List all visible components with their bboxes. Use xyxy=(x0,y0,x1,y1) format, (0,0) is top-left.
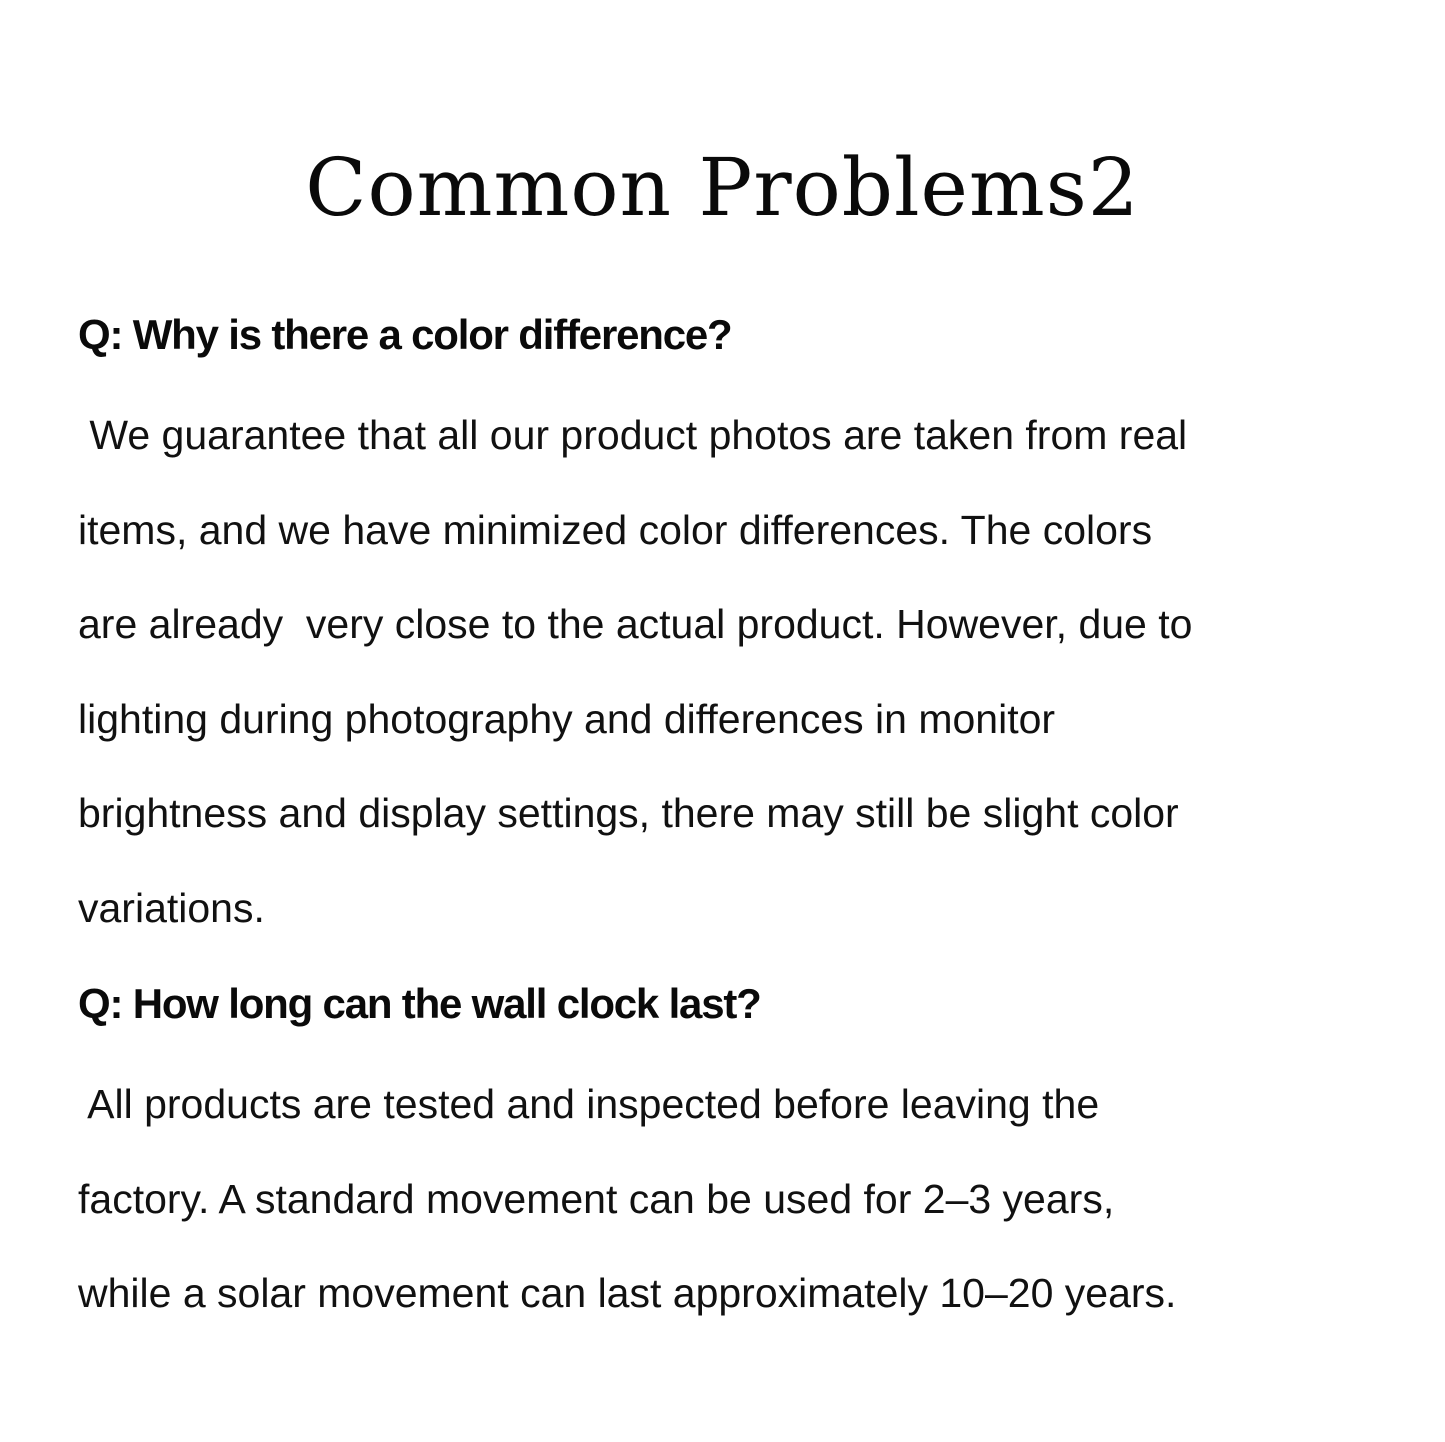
answer-line: are already very close to the actual product. However, due to xyxy=(78,601,1193,647)
answer-line: factory. A standard movement can be used for 2–3 years, xyxy=(78,1175,1115,1222)
faq-question: Q: Why is there a color difference? xyxy=(78,311,732,358)
answer-line: variations. xyxy=(78,884,265,931)
faq-item xyxy=(78,304,1378,955)
answer-line: All products are tested and inspected before leaving the xyxy=(78,1081,1100,1127)
faq-answer xyxy=(78,388,1378,955)
answer-line: brightness and display settings, there may still be slight color xyxy=(78,790,1179,836)
faq-answer xyxy=(78,1057,1378,1341)
answer-line: while a solar movement can last approximately 10–20 years. xyxy=(78,1270,1177,1316)
faq-list xyxy=(78,304,1378,1341)
page-title: Common Problems2 xyxy=(305,141,1140,234)
answer-line: items, and we have minimized color differences. The colors xyxy=(78,506,1153,553)
answer-line: lighting during photography and differences in monitor xyxy=(78,695,1056,742)
faq-question: Q: How long can the wall clock last? xyxy=(78,980,761,1027)
answer-line: We guarantee that all our product photos are taken from real xyxy=(78,412,1188,458)
faq-item xyxy=(78,973,1378,1341)
